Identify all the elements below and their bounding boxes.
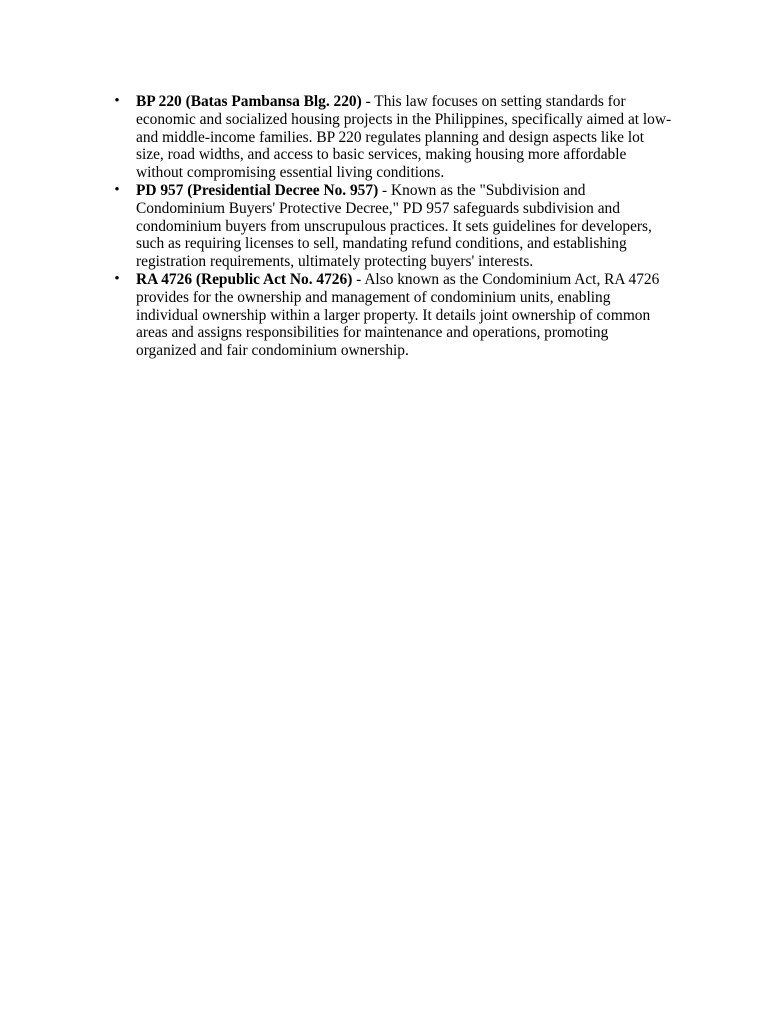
law-name: RA 4726 (Republic Act No. 4726) bbox=[136, 270, 353, 288]
law-description: Also known as the Condominium Act, RA 4726 provides for the ownership and management of condominium units, enabling individual ownership within a larger property. It details joint ownership of common areas and assigns responsibilities for maintenance and operations, promoting organized and fair condominium ownership. bbox=[136, 270, 660, 360]
law-description: Known as the "Subdivision and Condominium Buyers' Protective Decree," PD 957 safeguards subdivision and condominium buyers from unscrupulous practices. It sets guidelines for developers, such as requiring licenses to sell, mandating refund conditions, and establishing registration requirements, ultimately protecting buyers' interests. bbox=[136, 181, 652, 271]
bullet-icon: • bbox=[114, 181, 120, 198]
law-separator: - bbox=[378, 181, 392, 199]
list-item-pd-957 bbox=[112, 182, 672, 271]
bullet-icon: • bbox=[114, 270, 120, 287]
law-description: This law focuses on setting standards for economic and socialized housing projects in the Philippines, specifically aimed at low-and middle-income families. BP 220 regulates planning and design aspects like lot size, road widths, and access to basic services, making housing more affordable without compromising essential living conditions. bbox=[136, 93, 672, 182]
law-separator: - bbox=[352, 270, 365, 288]
list-item-ra-4726 bbox=[112, 271, 672, 360]
law-name: PD 957 (Presidential Decree No. 957) bbox=[136, 181, 379, 199]
law-separator: - bbox=[361, 93, 375, 110]
law-list bbox=[112, 93, 672, 360]
bullet-icon: • bbox=[114, 93, 120, 109]
list-item-bp-220 bbox=[112, 93, 672, 182]
law-name: BP 220 (Batas Pambansa Blg. 220) bbox=[136, 93, 362, 110]
